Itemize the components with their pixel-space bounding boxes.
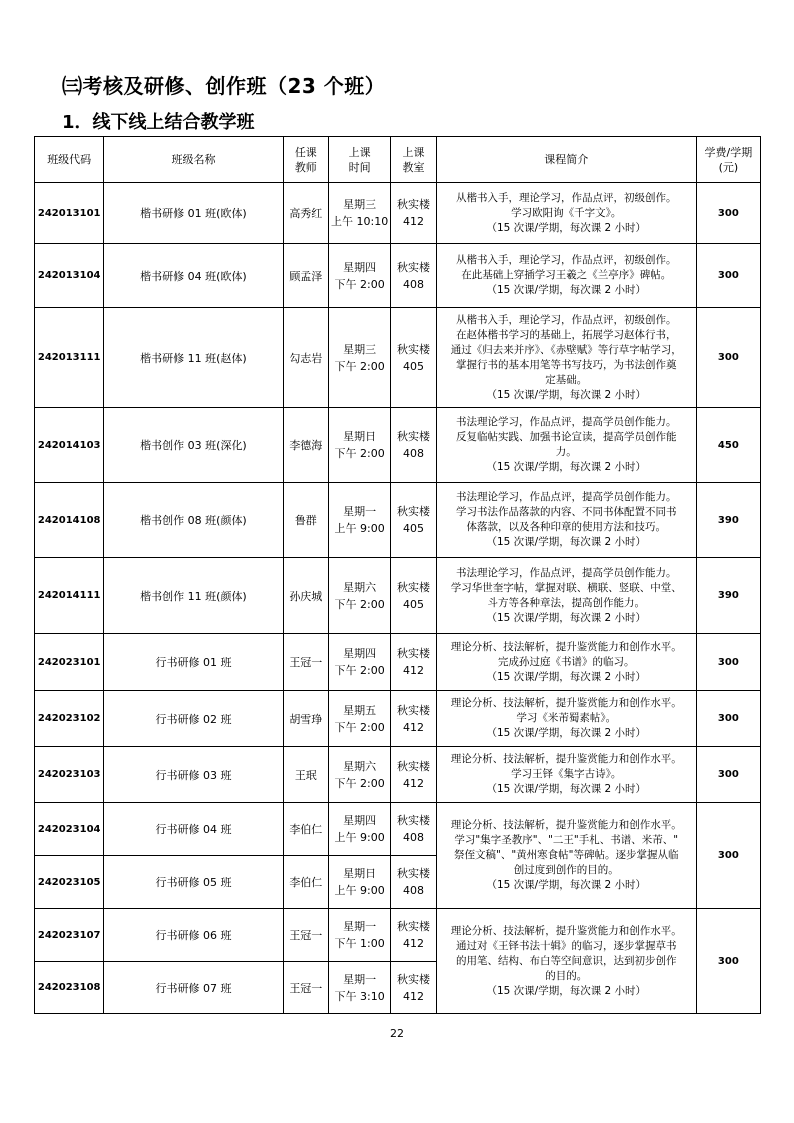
class-time: 星期四 上午 9:00 [329, 803, 391, 856]
class-name: 行书研修 02 班 [104, 691, 283, 747]
teacher: 勾志岩 [283, 308, 329, 408]
class-name: 行书研修 05 班 [104, 856, 283, 909]
class-code: 242013104 [35, 244, 104, 308]
class-time: 星期五 下午 2:00 [329, 691, 391, 747]
class-time: 星期一 下午 3:10 [329, 962, 391, 1014]
tuition-fee: 450 [696, 408, 760, 483]
class-name: 楷书研修 01 班(欧体) [104, 183, 283, 244]
class-time: 星期四 下午 2:00 [329, 634, 391, 691]
class-code: 242023105 [35, 856, 104, 909]
table-row [35, 803, 761, 856]
class-name: 楷书创作 08 班(颜体) [104, 483, 283, 558]
classroom: 秋实楼 408 [391, 408, 437, 483]
classroom: 秋实楼 405 [391, 558, 437, 634]
table-row [35, 483, 761, 558]
teacher: 李伯仁 [283, 856, 329, 909]
class-name: 楷书研修 11 班(赵体) [104, 308, 283, 408]
table-row [35, 691, 761, 747]
course-description: 理论分析、技法解析，提升鉴赏能力和创作水平。 完成孙过庭《书谱》的临习。 （15 次课/学期，每次课 2 小时） [436, 634, 696, 691]
classroom: 秋实楼 405 [391, 308, 437, 408]
course-description: 从楷书入手，理论学习，作品点评，初级创作。 在此基础上穿插学习王羲之《兰亭序》碑帖。 （15 次课/学期，每次课 2 小时） [436, 244, 696, 308]
subsection-title: 1．线下线上结合教学班 [62, 112, 255, 133]
class-name: 行书研修 01 班 [104, 634, 283, 691]
tuition-fee: 390 [696, 483, 760, 558]
class-time: 星期日 下午 2:00 [329, 408, 391, 483]
course-description: 书法理论学习，作品点评，提高学员创作能力。 反复临帖实践、加强书论宣读，提高学员创作能 力。 （15 次课/学期，每次课 2 小时） [436, 408, 696, 483]
course-description: 从楷书入手，理论学习，作品点评，初级创作。 在赵体楷书学习的基础上，拓展学习赵体行书， 通过《归去来并序》、《赤壁赋》等行草字帖学习， 掌握行书的基本用笔等书写技巧，为书法创作奠 定基础。 （15 次课/学期，每次课 2 小时） [436, 308, 696, 408]
teacher: 高秀红 [283, 183, 329, 244]
class-code: 242014111 [35, 558, 104, 634]
classroom: 秋实楼 412 [391, 909, 437, 962]
class-code: 242023101 [35, 634, 104, 691]
tuition-fee: 300 [696, 183, 760, 244]
class-code: 242013101 [35, 183, 104, 244]
tuition-fee: 300 [696, 634, 760, 691]
course-table [34, 136, 761, 1014]
tuition-fee: 300 [696, 244, 760, 308]
header-code: 班级代码 [35, 137, 104, 183]
class-time: 星期一 上午 9:00 [329, 483, 391, 558]
class-name: 行书研修 07 班 [104, 962, 283, 1014]
teacher: 王冠一 [283, 909, 329, 962]
course-description: 书法理论学习，作品点评，提高学员创作能力。 学习华世奎字帖，掌握对联、横联、竖联、中堂、 斗方等各种章法，提高创作能力。 （15 次课/学期，每次课 2 小时） [436, 558, 696, 634]
table-row [35, 634, 761, 691]
classroom: 秋实楼 405 [391, 483, 437, 558]
classroom: 秋实楼 408 [391, 856, 437, 909]
tuition-fee: 390 [696, 558, 760, 634]
class-name: 楷书创作 11 班(颜体) [104, 558, 283, 634]
table-row [35, 909, 761, 962]
teacher: 胡雪琤 [283, 691, 329, 747]
classroom: 秋实楼 412 [391, 691, 437, 747]
tuition-fee: 300 [696, 308, 760, 408]
class-name: 楷书研修 04 班(欧体) [104, 244, 283, 308]
tuition-fee: 300 [696, 909, 760, 1014]
header-description: 课程简介 [436, 137, 696, 183]
tuition-fee: 300 [696, 691, 760, 747]
class-time: 星期六 下午 2:00 [329, 558, 391, 634]
tuition-fee: 300 [696, 747, 760, 803]
table-row [35, 558, 761, 634]
class-time: 星期三 下午 2:00 [329, 308, 391, 408]
header-fee: 学费/学期 (元) [696, 137, 760, 183]
page-number: 22 [390, 1027, 404, 1040]
teacher: 顾孟泽 [283, 244, 329, 308]
class-code: 242023107 [35, 909, 104, 962]
classroom: 秋实楼 408 [391, 803, 437, 856]
teacher: 李德海 [283, 408, 329, 483]
classroom: 秋实楼 412 [391, 634, 437, 691]
class-code: 242023104 [35, 803, 104, 856]
class-code: 242023102 [35, 691, 104, 747]
class-code: 242023103 [35, 747, 104, 803]
class-name: 行书研修 06 班 [104, 909, 283, 962]
classroom: 秋实楼 408 [391, 244, 437, 308]
tuition-fee: 300 [696, 803, 760, 909]
classroom: 秋实楼 412 [391, 183, 437, 244]
table-header-row [35, 137, 761, 183]
teacher: 孙庆城 [283, 558, 329, 634]
teacher: 王珉 [283, 747, 329, 803]
table-row [35, 747, 761, 803]
class-name: 行书研修 04 班 [104, 803, 283, 856]
course-description: 理论分析、技法解析，提升鉴赏能力和创作水平。 学习"集字圣教序"、"二王"手札、书谱、米芾、" 祭侄文稿"、"黄州寒食帖"等碑帖。逐步掌握从临 创过度到创作的目的。 （15 次课/学期，每次课 2 小时） [436, 803, 696, 909]
course-description: 书法理论学习，作品点评，提高学员创作能力。 学习书法作品落款的内容、不同书体配置不同书 体落款，以及各种印章的使用方法和技巧。 （15 次课/学期，每次课 2 小时） [436, 483, 696, 558]
class-code: 242014103 [35, 408, 104, 483]
section-title: ㈢考核及研修、创作班（23 个班） [62, 74, 386, 98]
classroom: 秋实楼 412 [391, 962, 437, 1014]
classroom: 秋实楼 412 [391, 747, 437, 803]
class-time: 星期日 上午 9:00 [329, 856, 391, 909]
class-code: 242014108 [35, 483, 104, 558]
table-row [35, 408, 761, 483]
class-code: 242023108 [35, 962, 104, 1014]
course-description: 从楷书入手，理论学习，作品点评，初级创作。 学习欧阳询《千字文》。 （15 次课/学期，每次课 2 小时） [436, 183, 696, 244]
table-row [35, 183, 761, 244]
header-name: 班级名称 [104, 137, 283, 183]
class-name: 行书研修 03 班 [104, 747, 283, 803]
class-time: 星期六 下午 2:00 [329, 747, 391, 803]
header-room: 上课 教室 [391, 137, 437, 183]
course-description: 理论分析、技法解析，提升鉴赏能力和创作水平。 通过对《王铎书法十辑》的临习，逐步掌握草书 的用笔、结构、布白等空间意识，达到初步创作 的目的。 （15 次课/学期，每次课 2 小时） [436, 909, 696, 1014]
teacher: 李伯仁 [283, 803, 329, 856]
teacher: 鲁群 [283, 483, 329, 558]
teacher: 王冠一 [283, 962, 329, 1014]
class-code: 242013111 [35, 308, 104, 408]
class-time: 星期三 上午 10:10 [329, 183, 391, 244]
class-time: 星期四 下午 2:00 [329, 244, 391, 308]
table-row [35, 244, 761, 308]
course-description: 理论分析、技法解析，提升鉴赏能力和创作水平。 学习王铎《集字古诗》。 （15 次课/学期，每次课 2 小时） [436, 747, 696, 803]
header-teacher: 任课 教师 [283, 137, 329, 183]
class-time: 星期一 下午 1:00 [329, 909, 391, 962]
course-description: 理论分析、技法解析，提升鉴赏能力和创作水平。 学习《米芾蜀素帖》。 （15 次课/学期，每次课 2 小时） [436, 691, 696, 747]
teacher: 王冠一 [283, 634, 329, 691]
header-time: 上课 时间 [329, 137, 391, 183]
class-name: 楷书创作 03 班(深化) [104, 408, 283, 483]
table-row [35, 308, 761, 408]
